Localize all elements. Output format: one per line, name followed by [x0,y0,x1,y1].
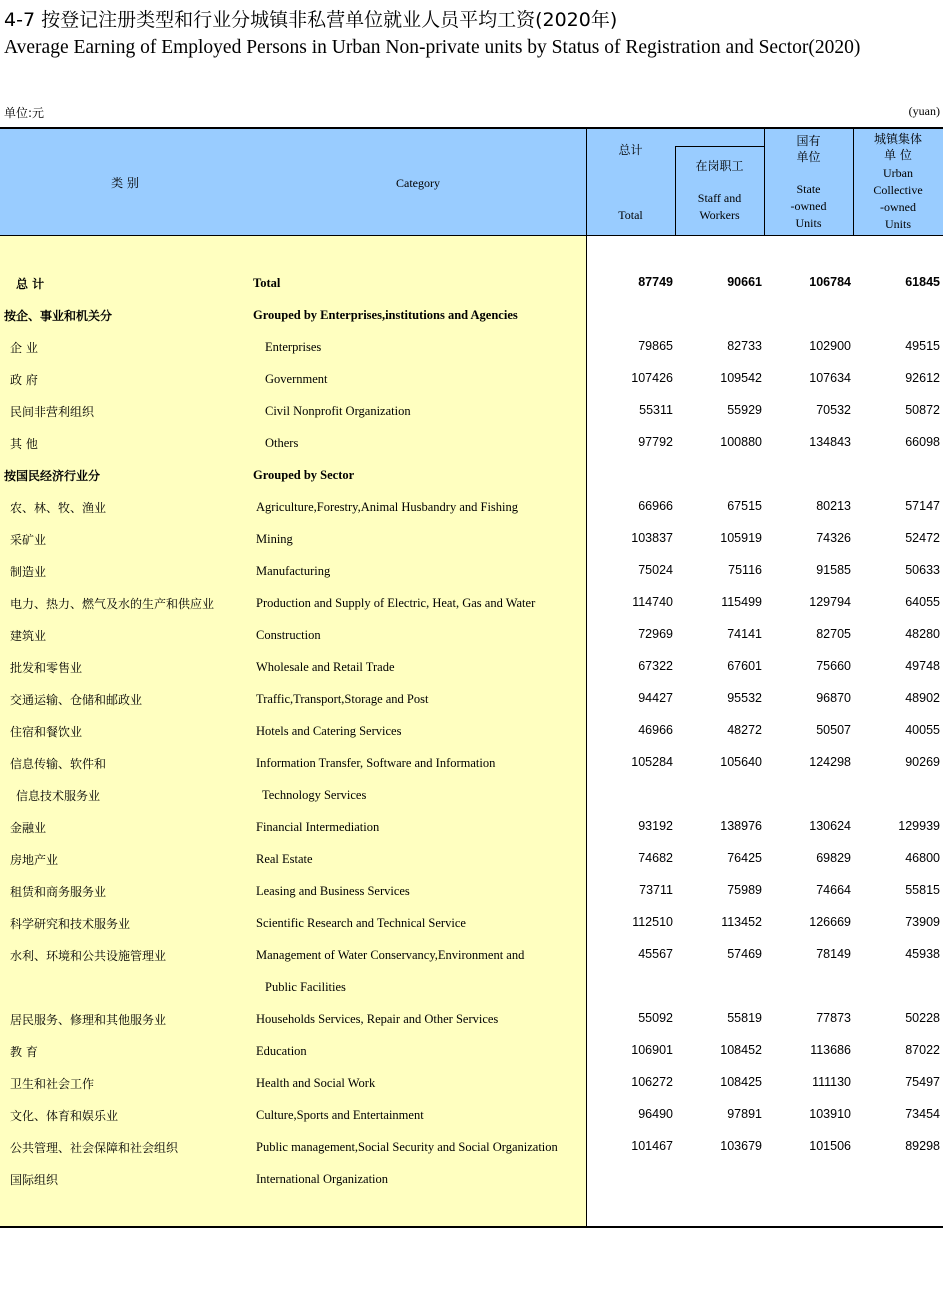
row-label-en: Information Transfer, Software and Information [256,756,496,770]
header-state-cn-1: 国有 [796,134,821,148]
row-label-cn: 制造业 [10,565,47,579]
cell-state: 96870 [816,691,851,705]
cell-collective: 75497 [905,1075,940,1089]
row-label-en: Others [265,436,299,450]
cell-state: 82705 [816,627,851,641]
table-row [0,499,943,519]
row-label-cn: 卫生和社会工作 [10,1077,95,1091]
cell-collective: 52472 [905,531,940,545]
cell-staff: 90661 [727,275,762,289]
cell-staff: 109542 [720,371,762,385]
header-state-en-3: Units [795,216,822,230]
cell-state: 134843 [809,435,851,449]
row-label-cn: 电力、热力、燃气及水的生产和供应业 [10,597,215,611]
cell-staff: 74141 [727,627,762,641]
header-category-en: Category [396,176,440,190]
cell-staff: 75116 [728,563,762,577]
cell-total: 72969 [638,627,673,641]
header-staff-en-1: Staff and [697,191,742,205]
cell-staff: 113452 [721,915,762,929]
row-label-en: Households Services, Repair and Other Services [256,1012,499,1026]
cell-total: 67322 [638,659,673,673]
cell-state: 69829 [816,851,851,865]
cell-collective: 40055 [905,723,940,737]
cell-staff: 76425 [727,851,762,865]
cell-total: 106272 [631,1075,673,1089]
cell-staff: 105919 [720,531,762,545]
header-state-cn-2: 单位 [796,150,821,164]
cell-state: 70532 [816,403,851,417]
row-label-cn: 按企、事业和机关分 [4,309,113,323]
cell-staff: 48272 [727,723,762,737]
table-bottom-border [0,1226,943,1228]
row-label-en: Culture,Sports and Entertainment [256,1108,424,1122]
cell-total: 45567 [638,947,673,961]
table-row [0,531,943,551]
row-label-cn: 总 计 [16,277,45,291]
header-staff-cn: 在岗职工 [695,159,744,173]
row-label-en: Production and Supply of Electric, Heat, Gas and Water [256,596,536,610]
header-state-en-2: -owned [790,199,827,213]
row-label-cn: 企 业 [10,341,38,355]
row-label-cn: 国际组织 [10,1173,59,1187]
table-row [0,627,943,647]
row-label-en: Health and Social Work [256,1076,376,1090]
row-label-cn: 交通运输、仓储和邮政业 [10,693,143,707]
cell-staff: 67515 [727,499,762,513]
cell-total: 112510 [632,915,673,929]
cell-total: 66966 [638,499,673,513]
table-row [0,1139,943,1159]
cell-state: 107634 [809,371,851,385]
row-label-en: Hotels and Catering Services [256,724,402,738]
cell-collective: 61845 [905,275,940,289]
cell-state: 80213 [816,499,851,513]
cell-total: 101467 [631,1139,673,1153]
row-label-cn: 房地产业 [10,853,59,867]
row-label-cn: 民间非营利组织 [10,405,95,419]
row-label-en: Total [253,276,281,290]
cell-staff: 108425 [720,1075,762,1089]
cell-collective: 90269 [905,755,940,769]
cell-staff: 95532 [727,691,762,705]
header-coll-en-2: Collective [873,183,923,197]
cell-total: 105284 [631,755,673,769]
row-label-cn: 建筑业 [10,629,47,643]
cell-staff: 108452 [720,1043,762,1057]
header-coll-en-1: Urban [883,166,913,180]
table-row [0,819,943,839]
cell-total: 107426 [631,371,673,385]
header-coll-cn-2: 单 位 [884,148,912,162]
cell-collective: 49515 [905,339,940,353]
row-label-en: Mining [256,532,293,546]
cell-collective: 48902 [905,691,940,705]
header-total-cn: 总计 [618,143,643,157]
table-row [0,1107,943,1127]
row-label-en: Enterprises [265,340,322,354]
cell-collective: 46800 [905,851,940,865]
cell-staff: 55819 [727,1011,762,1025]
table-row [0,787,943,807]
header-coll-en-4: Units [884,217,911,231]
row-label-en: Agriculture,Forestry,Animal Husbandry and Fishing [256,500,518,514]
row-label-cn: 公共管理、社会保障和社会组织 [10,1141,179,1155]
row-label-en: Civil Nonprofit Organization [265,404,411,418]
cell-staff: 67601 [727,659,762,673]
cell-collective: 55815 [905,883,940,897]
cell-state: 103910 [809,1107,851,1121]
row-label-cn: 批发和零售业 [10,661,83,675]
table-row [0,755,943,775]
cell-collective: 64055 [905,595,940,609]
row-label-en: Financial Intermediation [256,820,380,834]
page-title-en: Average Earning of Employed Persons in Urban Non-private units by Status of Registration and Sector(2020) [4,37,861,58]
cell-collective: 50228 [905,1011,940,1025]
cell-collective: 73454 [905,1107,940,1121]
row-label-en: Wholesale and Retail Trade [256,660,395,674]
header-category-cn: 类 别 [111,176,139,190]
cell-state: 77873 [816,1011,851,1025]
cell-state: 113686 [810,1043,851,1057]
cell-state: 129794 [809,595,851,609]
cell-state: 102900 [809,339,851,353]
cell-staff: 57469 [727,947,762,961]
row-label-en: Construction [256,628,321,642]
row-label-en: Grouped by Enterprises,institutions and Agencies [253,308,518,322]
table-row [0,915,943,935]
row-label-en: Real Estate [256,852,313,866]
table-row [0,307,943,327]
table-row [0,1011,943,1031]
row-label-en: Education [256,1044,307,1058]
cell-state: 101506 [809,1139,851,1153]
row-label-cn: 居民服务、修理和其他服务业 [10,1013,167,1027]
table-row [0,435,943,455]
table-row [0,1043,943,1063]
table-row [0,275,943,295]
row-label-en: Grouped by Sector [253,468,355,482]
row-label-en: Technology Services [262,788,367,802]
table-row [0,1075,943,1095]
row-label-en: Leasing and Business Services [256,884,410,898]
cell-total: 55311 [639,403,673,417]
table-row [0,563,943,583]
table-row [0,659,943,679]
row-label-cn: 文化、体育和娱乐业 [10,1109,119,1123]
row-label-en: Manufacturing [256,564,331,578]
cell-collective: 129939 [898,819,940,833]
cell-state: 74664 [816,883,851,897]
row-label-cn: 信息传输、软件和 [10,757,107,771]
cell-total: 73711 [639,883,673,897]
cell-collective: 87022 [905,1043,940,1057]
table-header [0,127,943,236]
table-row [0,851,943,871]
cell-total: 94427 [638,691,673,705]
cell-state: 130624 [809,819,851,833]
cell-state: 124298 [809,755,851,769]
cell-state: 74326 [816,531,851,545]
row-label-en: Management of Water Conservancy,Environment and [256,948,525,962]
cell-total: 106901 [631,1043,673,1057]
cell-total: 96490 [638,1107,673,1121]
header-total-en: Total [618,208,643,222]
table-row [0,339,943,359]
cell-collective: 89298 [905,1139,940,1153]
row-label-cn: 信息技术服务业 [16,789,101,803]
header-divider [675,146,764,147]
cell-staff: 115499 [721,595,762,609]
cell-staff: 100880 [720,435,762,449]
cell-collective: 50872 [905,403,940,417]
row-label-cn: 按国民经济行业分 [4,469,101,483]
cell-staff: 82733 [727,339,762,353]
page-title-cn: 4-7 按登记注册类型和行业分城镇非私营单位就业人员平均工资(2020年) [4,9,618,31]
table-row [0,1171,943,1191]
header-staff-en-2: Workers [699,208,740,222]
cell-collective: 92612 [905,371,940,385]
cell-state: 126669 [809,915,851,929]
row-label-cn: 其 他 [10,437,38,451]
cell-state: 111130 [812,1075,851,1089]
row-label-en: Traffic,Transport,Storage and Post [256,692,429,706]
row-label-en: Scientific Research and Technical Service [256,916,466,930]
cell-staff: 55929 [727,403,762,417]
cell-collective: 66098 [905,435,940,449]
row-label-cn: 住宿和餐饮业 [10,725,83,739]
cell-staff: 75989 [727,883,762,897]
table-row [0,467,943,487]
table-row [0,883,943,903]
cell-total: 114740 [632,595,673,609]
cell-staff: 105640 [720,755,762,769]
row-label-cn: 租赁和商务服务业 [10,885,107,899]
row-label-cn: 采矿业 [10,533,47,547]
row-label-cn: 政 府 [10,373,38,387]
cell-collective: 45938 [905,947,940,961]
cell-collective: 49748 [905,659,940,673]
cell-state: 78149 [816,947,851,961]
cell-total: 55092 [638,1011,673,1025]
cell-total: 74682 [638,851,673,865]
row-label-en: Government [265,372,328,386]
cell-total: 79865 [638,339,673,353]
row-label-en: Public management,Social Security and Social Organization [256,1140,558,1154]
cell-collective: 50633 [905,563,940,577]
cell-collective: 57147 [905,499,940,513]
table-row [0,595,943,615]
cell-state: 75660 [816,659,851,673]
cell-staff: 97891 [727,1107,762,1121]
row-label-cn: 农、林、牧、渔业 [10,501,107,515]
cell-total: 87749 [638,275,673,289]
table-row [0,371,943,391]
unit-label-en: (yuan) [908,104,940,118]
row-label-cn: 金融业 [10,821,47,835]
cell-collective: 48280 [905,627,940,641]
cell-staff: 138976 [720,819,762,833]
cell-total: 97792 [638,435,673,449]
header-state-en-1: State [796,182,821,196]
cell-staff: 103679 [720,1139,762,1153]
cell-total: 93192 [638,819,673,833]
table-row [0,979,943,999]
cell-total: 75024 [638,563,673,577]
cell-state: 50507 [816,723,851,737]
table-row [0,691,943,711]
cell-total: 46966 [638,723,673,737]
table-row [0,723,943,743]
unit-label-cn: 单位:元 [4,106,45,120]
cell-collective: 73909 [905,915,940,929]
header-coll-cn-1: 城镇集体 [873,132,922,146]
row-label-cn: 教 育 [10,1045,38,1059]
row-label-cn: 水利、环境和公共设施管理业 [10,949,167,963]
row-label-cn: 科学研究和技术服务业 [10,917,131,931]
cell-state: 106784 [809,275,851,289]
row-label-en: International Organization [256,1172,389,1186]
table-row [0,403,943,423]
header-coll-en-3: -owned [880,200,916,214]
cell-total: 103837 [631,531,673,545]
table-row [0,947,943,967]
row-label-en: Public Facilities [265,980,346,994]
cell-state: 91585 [816,563,851,577]
